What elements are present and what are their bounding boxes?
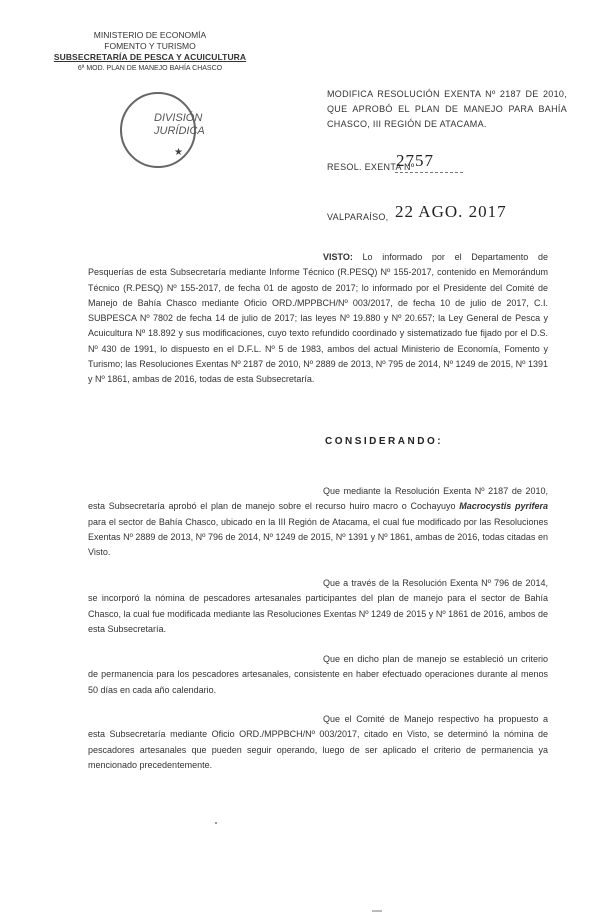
species-name: Macrocystis pyrifera <box>459 501 548 512</box>
stamp-line-division: DIVISIÓN <box>154 112 203 124</box>
considerando-paragraph-1 <box>88 484 548 560</box>
considerando-paragraph-3 <box>88 652 548 698</box>
header-line-fomento: FOMENTO Y TURISMO <box>104 41 196 51</box>
header-line-reference: 6ª MOD. PLAN DE MANEJO BAHÍA CHASCO <box>77 65 223 72</box>
stamp-star-icon: ★ <box>174 147 183 158</box>
resolution-label: RESOL. EXENTA Nº <box>327 162 415 172</box>
stamp-text <box>154 112 205 138</box>
considerando-paragraph-2 <box>88 576 548 637</box>
considerando-p2-text: Que a través de la Resolución Exenta Nº 796 de 2014, se incorporó la nómina de pescadores artesanales participantes del plan de manejo para el sector de Bahía Chasco, la cual fue modificada mediante las Resoluciones Exentas Nº 1249 de 2015 y Nº 1861 de 2016, ambos de esta Subsecretaría. <box>88 578 548 634</box>
visto-paragraph <box>88 250 548 388</box>
header-line-ministry: MINISTERIO DE ECONOMÍA <box>93 30 207 40</box>
date-stamp: 22 AGO. 2017 <box>395 202 507 221</box>
considerando-heading: CONSIDERANDO: <box>325 436 444 447</box>
considerando-paragraph-4 <box>88 712 548 773</box>
place-label: VALPARAÍSO, <box>327 212 389 222</box>
considerando-p1-text-a: Que mediante la Resolución Exenta Nº 2187 de 2010, esta Subsecretaría aprobó el plan de manejo sobre el recurso huiro macro o Cochayuyo <box>88 486 548 512</box>
scan-speck <box>215 822 217 824</box>
considerando-p1-text-b: para el sector de Bahía Chasco, ubicado en la III Región de Atacama, el cual fue modificado por las Resoluciones Exentas Nº 2889 de 2013, Nº 796 de 2014, Nº 1249 de 2015, Nº 1391 y Nº 1861, ambas de 2016, todas citadas en Visto. <box>88 516 548 558</box>
considerando-p4-text: Que el Comité de Manejo respectivo ha propuesto a esta Subsecretaría mediante Oficio ORD./MPPBCH/Nº 003/2017, citado en Visto, se determinó la nómina de pescadores artesanales que pueden seguir operando, luego de ser aplicado el criterio de permanencia ya mencionado precedentemente. <box>88 714 548 770</box>
scan-speck-bottom <box>372 910 382 912</box>
resolution-number-underline <box>395 172 463 173</box>
stamp-line-juridica: JURÍDICA <box>154 125 205 137</box>
considerando-p3-text: Que en dicho plan de manejo se estableció un criterio de permanencia para los pescadores artesanales, consistente en haber efectuado operaciones durante al menos 50 días en cada año calendario. <box>88 654 548 695</box>
visto-label: VISTO: <box>323 252 353 262</box>
ministry-header <box>40 30 260 74</box>
header-line-subsecretaria: SUBSECRETARÍA DE PESCA Y ACUICULTURA <box>53 52 247 62</box>
visto-text: Lo informado por el Departamento de Pesquerías de esta Subsecretaría mediante Informe Técnico (R.PESQ) Nº 155-2017, contenido en Memorándum Técnico (R.PESQ) Nº 155-2017, de fecha 01 de agosto de 2017; lo informado por el Presidente del Comité de Manejo de Bahía Chasco mediante Oficio ORD./MPPBCH/Nº 003/2017, de fecha 10 de julio de 2017, C.I. SUBPESCA Nº 7802 de fecha 14 de julio de 2017; las leyes Nº 19.880 y Nº 20.657; la Ley General de Pesca y Acuicultura Nº 18.892 y sus modificaciones, cuyo texto refundido coordinado y sistematizado fue fijado por el D.S. Nº 430 de 1991, lo dispuesto en el D.F.L. Nº 5 de 1983, ambos del actual Ministerio de Economía, Fomento y Turismo; las Resoluciones Exentas Nº 2187 de 2010, Nº 2889 de 2013, Nº 795 de 2014, Nº 1249 de 2015, Nº 1391 y Nº 1861, ambas de 2016, todas de esta Subsecretaría. <box>88 252 548 385</box>
resolution-number: 2757 <box>396 151 434 170</box>
resolution-summary: MODIFICA RESOLUCIÓN EXENTA Nº 2187 DE 2010, QUE APROBÓ EL PLAN DE MANEJO PARA BAHÍA CHASCO, III REGIÓN DE ATACAMA. <box>327 89 567 129</box>
